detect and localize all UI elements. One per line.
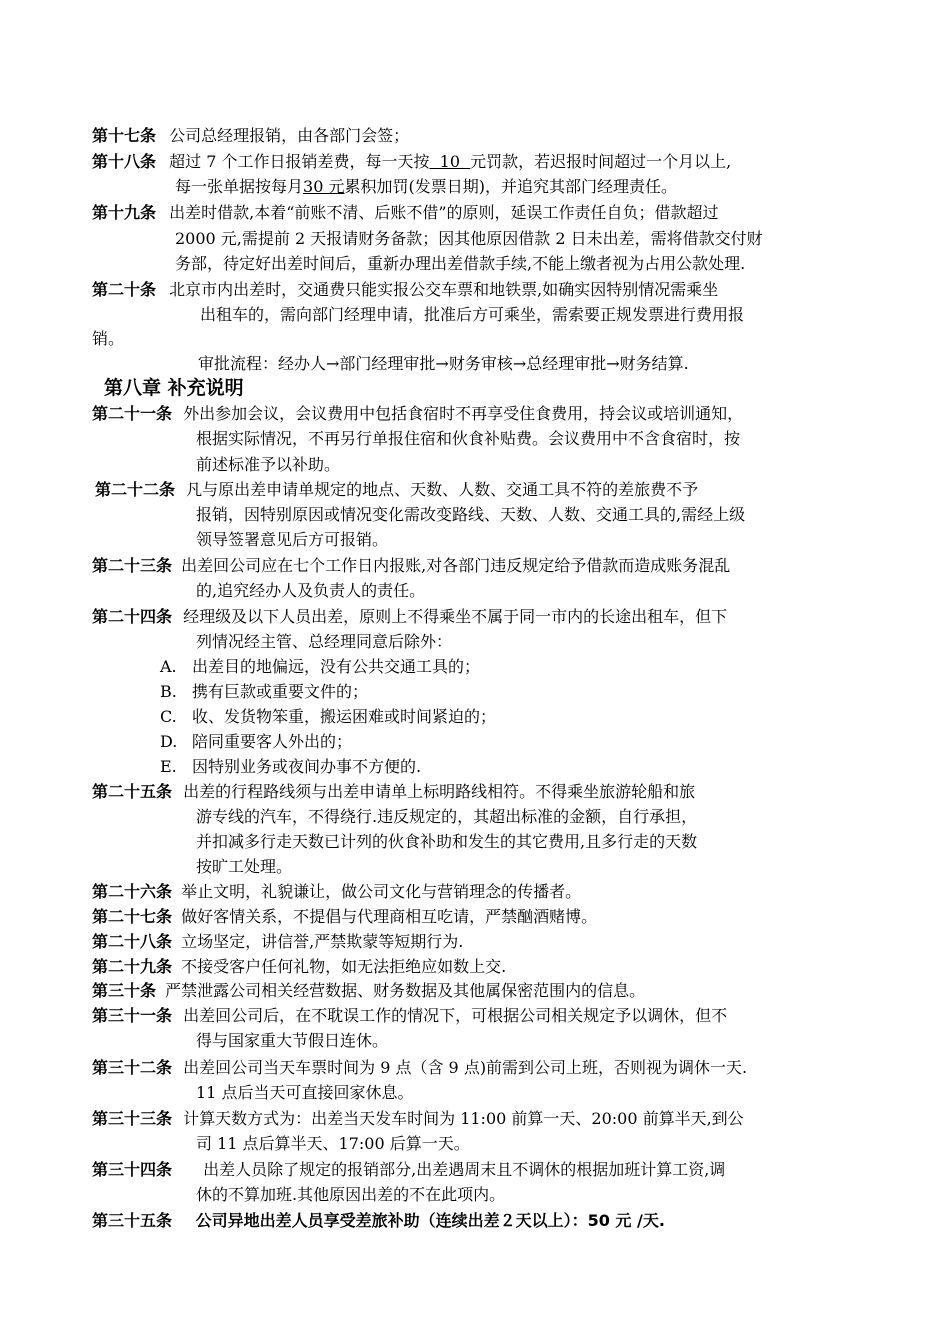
article-text: 超过 7 个工作日报销差费，每一天按: [169, 152, 430, 171]
article-text: 严禁泄露公司相关经营数据、财务数据及其他属保密范围内的信息。: [165, 981, 646, 1000]
article-23: [92, 555, 730, 577]
article-22-line2: 报销，因特别原因或情况变化需改变路线、天数、人数、交通工具的,需经上级: [196, 505, 746, 524]
article-18-line2: [175, 176, 677, 198]
article-31-line2: 得与国家重大节假日连休。: [196, 1031, 389, 1050]
article-label: 第十八条: [92, 152, 157, 171]
article-22-line3: 领导签署意见后方可报销。: [196, 530, 389, 549]
article-26: [92, 881, 581, 903]
article-20: [92, 279, 718, 301]
article-23-line2: 的,追究经办人及负责人的责任。: [196, 581, 426, 600]
article-text: 公司总经理报销，由各部门会签；: [169, 126, 410, 145]
article-20-line3: 销。: [92, 329, 125, 348]
list-item: [160, 681, 368, 703]
article-text: 出差的行程路线须与出差申请单上标明路线相符。不得乘坐旅游轮船和旅: [183, 782, 696, 801]
article-label: 第二十二条: [95, 480, 176, 499]
article-text: 不接受客户任何礼物，如无法拒绝应如数上交.: [181, 957, 507, 976]
article-text: 出差人员除了规定的报销部分,出差遇周末且不调休的根据加班计算工资,调: [203, 1160, 726, 1179]
article-24-line2: 列情况经主管、总经理同意后除外：: [196, 632, 453, 651]
article-text: 经理级及以下人员出差，原则上不得乘坐不属于同一市内的长途出租车，但下: [183, 607, 728, 626]
article-25-line2: 游专线的汽车，不得绕行.违反规定的，其超出标准的金额，自行承担，: [196, 807, 698, 826]
article-label: 第二十一条: [92, 404, 173, 423]
article-label: 第二十三条: [92, 556, 173, 575]
article-20-line2: 出租车的，需向部门经理申请，批准后方可乘坐，需索要正规发票进行费用报: [200, 305, 745, 324]
article-27: [92, 906, 597, 928]
article-text: 元罚款，若迟报时间超过一个月以上,: [470, 152, 732, 171]
article-21: [92, 403, 743, 425]
article-34: [92, 1159, 725, 1181]
article-label: 第三十一条: [92, 1006, 173, 1025]
article-19-line2: 2000 元,需提前 2 天报请财务备款；因其他原因借款 2 日未出差，需将借款交付财: [175, 229, 763, 248]
article-21-line2: 根据实际情况，不再另行单报住宿和伙食补贴费。会议费用中不含食宿时，按: [196, 429, 741, 448]
list-marker: D.: [160, 732, 178, 751]
article-30: [92, 980, 645, 1002]
article-label: 第二十五条: [92, 782, 173, 801]
article-label: 第十九条: [92, 203, 157, 222]
article-text: 凡与原出差申请单规定的地点、天数、人数、交通工具不符的差旅费不予: [186, 480, 699, 499]
article-25-line3: 并扣减多行走天数已计列的伙食补助和发生的其它费用,且多行走的天数: [196, 832, 698, 851]
article-text: 北京市内出差时，交通费只能实报公交车票和地铁票,如确实因特别情况需乘坐: [169, 280, 719, 299]
article-text: 出差回公司应在七个工作日内报账,对各部门违反规定给予借款而造成账务混乱: [181, 556, 731, 575]
article-35: [92, 1210, 665, 1232]
article-18: [92, 151, 731, 173]
article-28: [92, 931, 463, 953]
list-text: 因特别业务或夜间办事不方便的.: [192, 757, 422, 776]
list-text: 收、发货物笨重，搬运困难或时间紧迫的；: [192, 707, 497, 726]
article-32: [92, 1057, 747, 1079]
article-17: [92, 125, 409, 147]
article-22: [95, 479, 698, 501]
article-label: 第三十二条: [92, 1058, 173, 1077]
list-text: 携有巨款或重要文件的；: [192, 682, 369, 701]
article-32-line2: 11 点后当天可直接回家休息。: [196, 1083, 414, 1102]
approval-flow: 审批流程：经办人→部门经理审批→财务审核→总经理审批→财务结算.: [198, 354, 689, 373]
article-24: [92, 606, 727, 628]
article-text: 计算天数方式为：出差当天发车时间为 11:00 前算一天、20:00 前算半天,到公: [183, 1109, 744, 1128]
list-text: 陪同重要客人外出的；: [192, 732, 353, 751]
article-text: 公司异地出差人员享受差旅补助（连续出差２天以上）：50 元 /天.: [195, 1211, 665, 1230]
article-25-line4: 按旷工处理。: [196, 857, 293, 876]
list-item: [160, 706, 496, 728]
article-text: 举止文明，礼貌谦让，做公司文化与营销理念的传播者。: [181, 882, 582, 901]
article-label: 第二十条: [92, 280, 157, 299]
list-marker: B.: [160, 682, 177, 701]
article-text: 每一张单据按每月: [175, 177, 304, 196]
article-33: [92, 1108, 744, 1130]
article-34-line2: 休的不算加班.其他原因出差的不在此项内。: [196, 1185, 506, 1204]
list-item: [160, 656, 480, 678]
article-text: 外出参加会议，会议费用中包括食宿时不再享受住食费用，持会议或培训通知，: [183, 404, 744, 423]
article-text: 出差回公司后，在不耽误工作的情况下，可根据公司相关规定予以调休，但不: [183, 1006, 728, 1025]
article-label: 第三十条: [92, 981, 157, 1000]
list-text: 出差目的地偏远，没有公共交通工具的；: [192, 657, 481, 676]
article-text: 做好客情关系，不提倡与代理商相互吃请，严禁酗酒赌博。: [181, 907, 598, 926]
article-29: [92, 956, 506, 978]
article-text: 立场坚定，讲信誉,严禁欺蒙等短期行为.: [181, 932, 464, 951]
article-label: 第三十三条: [92, 1109, 173, 1128]
article-33-line2: 司 11 点后算半天、17:00 后算一天。: [196, 1134, 470, 1153]
article-label: 第三十五条: [92, 1211, 173, 1230]
article-21-line3: 前述标准予以补助。: [196, 455, 341, 474]
article-19: [92, 202, 719, 224]
penalty-amount: 10: [429, 152, 471, 171]
article-label: 第三十四条: [92, 1160, 173, 1179]
article-text: 出差回公司当天车票时间为 9 点（含 9 点)前需到公司上班，否则视为调休一天.: [183, 1058, 748, 1077]
article-label: 第二十八条: [92, 932, 173, 951]
list-marker: C.: [160, 707, 177, 726]
article-label: 第十七条: [92, 126, 157, 145]
monthly-penalty: 30 元: [303, 177, 345, 196]
article-19-line3: 务部，待定好出差时间后，重新办理出差借款手续,不能上缴者视为占用公款处理.: [175, 254, 746, 273]
article-label: 第二十九条: [92, 957, 173, 976]
article-label: 第二十四条: [92, 607, 173, 626]
list-item: [160, 756, 421, 778]
list-marker: A.: [160, 657, 177, 676]
article-text: 出差时借款,本着“前账不清、后账不借”的原则，延误工作责任自负；借款超过: [169, 203, 719, 222]
article-text: 累积加罚(发票日期)，并追究其部门经理责任。: [344, 177, 677, 196]
list-item: [160, 731, 352, 753]
article-label: 第二十七条: [92, 907, 173, 926]
chapter-heading: 第八章 补充说明: [104, 377, 244, 399]
article-25: [92, 781, 695, 803]
article-31: [92, 1005, 727, 1027]
article-label: 第二十六条: [92, 882, 173, 901]
list-marker: E.: [160, 757, 177, 776]
